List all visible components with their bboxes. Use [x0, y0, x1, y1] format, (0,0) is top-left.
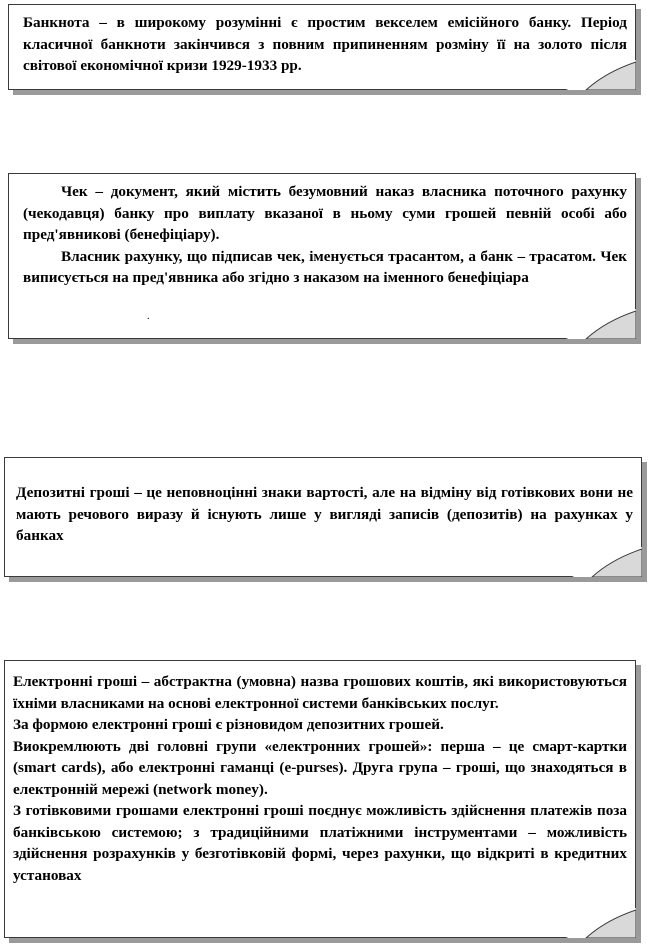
banknote-term: Банкнота [23, 14, 90, 31]
banknote-card [8, 4, 636, 90]
deposit-money-card [4, 457, 642, 577]
page-curl-icon [566, 908, 636, 938]
cheque-definition [23, 181, 627, 246]
cheque-card [8, 173, 636, 339]
electronic-money-card [4, 660, 636, 938]
electronic-money-paragraph-3: Виокремлюють дві головні групи «електронних грошей»: перша – це смарт-картки (smart cards), або електронні гаманці (e-purses). Друга група – гроші, що знаходяться в електронній мережі (network money). [13, 737, 627, 798]
electronic-money-paragraph-4: З готівковими грошами електронні гроші поєднує можливість здійснення платежів поза банківською системою; з традиційними платіжними інструментами – можливість здійснення розрахунків у безготівковій формі, через рахунки, що відкриті в кредитних установах [13, 802, 627, 884]
electronic-money-term: Електронні гроші [13, 673, 138, 690]
banknote-text: – в широкому розумінні є простим векселем емісійного банку. Період класичної банкноти закінчився з повним припиненням розміну її на золото після світової економічної кризи 1929-1933 рр. [23, 14, 627, 74]
banknote-definition [23, 12, 627, 77]
cheque-term: Чек [61, 183, 88, 200]
deposit-money-term: Депозитні гроші [16, 484, 130, 501]
cheque-paragraph-2: Власник рахунку, що підписав чек, іменується трасантом, а банк – трасатом. Чек виписується на пред'явника або згідно з наказом на іменного бенефіціара [23, 247, 627, 286]
electronic-money-definition [13, 671, 627, 714]
electronic-money-text: – абстрактна (умовна) назва грошових коштів, які використовуються їхніми власниками на основі електронної системи банківських послуг. [13, 673, 627, 712]
page-curl-icon [566, 309, 636, 339]
page-curl-icon [572, 547, 642, 577]
electronic-money-paragraph-2: За формою електронні гроші є різновидом депозитних грошей. [13, 716, 444, 733]
page-curl-icon [566, 60, 636, 90]
cheque-text: – документ, який містить безумовний наказ власника поточного рахунку (чекодавця) банку про виплату вказаної в ньому суми грошей певній особі або пред'явникові (бенефіціару). [23, 183, 627, 243]
deposit-money-definition [16, 482, 633, 547]
deposit-money-text: – це неповноцінні знаки вартості, але на відміну від готівкових вони не мають речового виразу й існують лише у вигляді записів (депозитів) на рахунках у банках [16, 484, 633, 544]
stray-dot: . [147, 311, 150, 322]
